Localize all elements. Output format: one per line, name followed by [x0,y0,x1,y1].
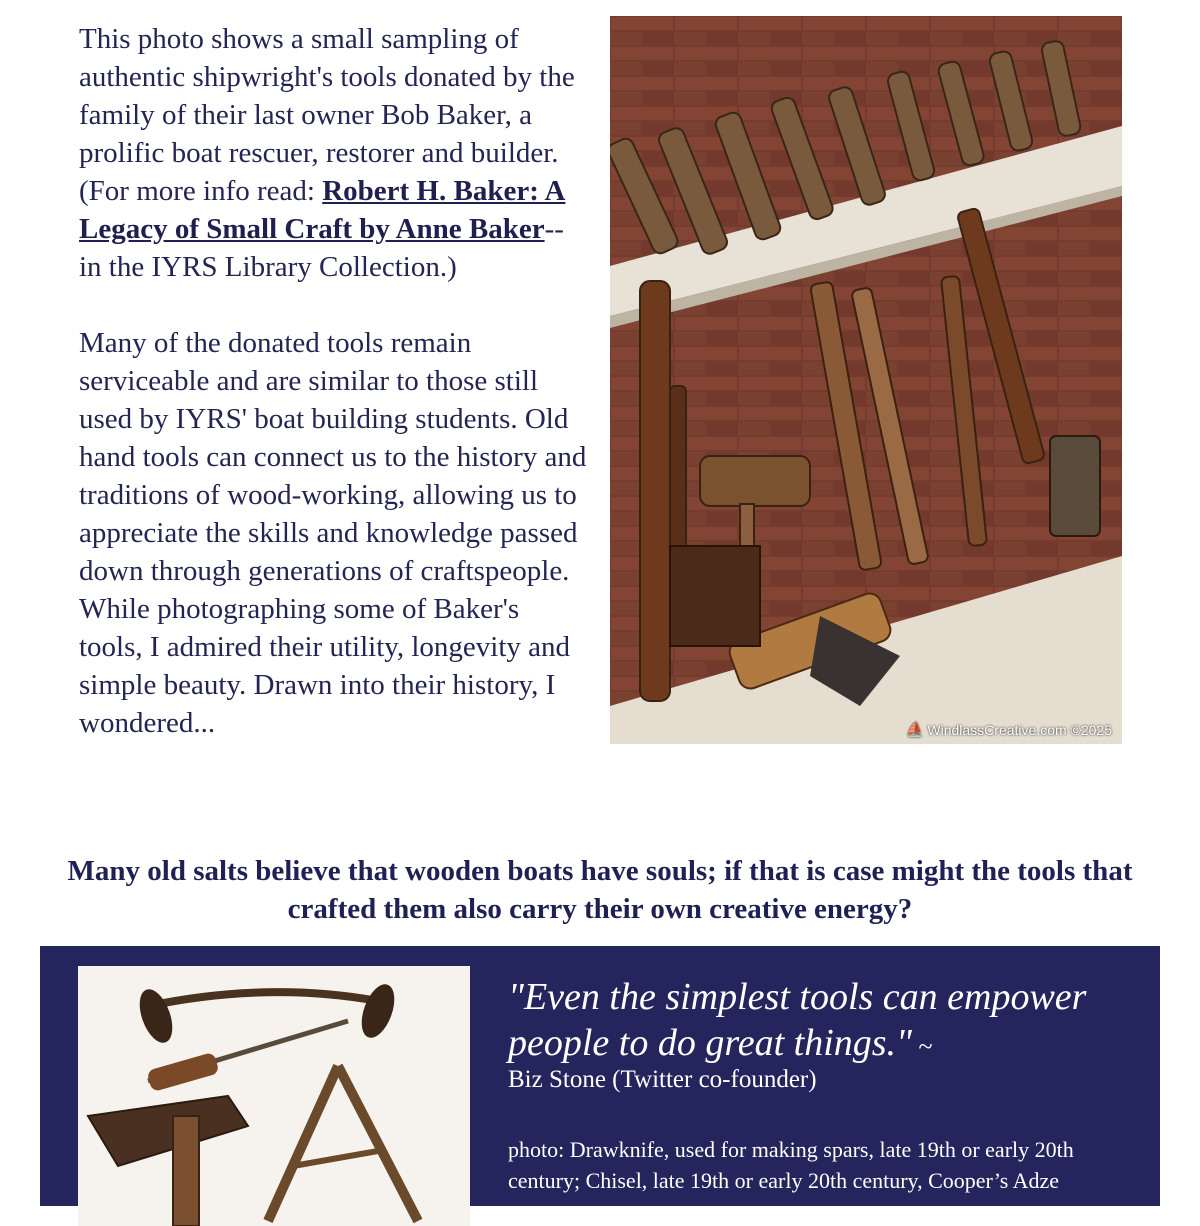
quote-tilde: ~ [912,1032,933,1061]
sailboat-icon: ⛵ [905,721,924,737]
shelf-tools-illustration [610,16,1122,744]
shelf-tools-photo [610,16,1122,744]
photo-watermark [906,721,1112,738]
intro-p1-after: -- in the IYRS Library Collection.) [79,213,564,283]
intro-p1-before: This photo shows a small sampling of authentic shipwright's tools donated by the family of their last owner Bob Baker, a prolific boat rescuer, restorer and builder. (For more info read: [79,23,575,207]
intro-paragraph-2: Many of the donated tools remain serviceable and are similar to those still used by IYRS' boat building students. Old hand tools can connect us to the history and traditions of wood-working, allowing us to appreciate the skills and knowledge passed down through generations of craftspeople. While photographing some of Baker's tools, I admired their utility, longevity and simple beauty. Drawn into their history, I wondered... [79,327,587,739]
antique-tools-illustration [78,966,470,1226]
quote-line [508,974,1128,1066]
photo-caption: photo: Drawknife, used for making spars, late 19th or early 20th century; Chisel, late 19th or early 20th century, Cooper’s Adze [508,1137,1074,1193]
quote-block [508,974,1128,1196]
baker-book-link[interactable]: Robert H. Baker: A Legacy of Small Craft by Anne Baker [79,175,566,245]
soul-question: Many old salts believe that wooden boats have souls; if that is case might the tools that crafted them also carry their own creative energy? [67,855,1133,925]
intro-text [79,20,589,742]
antique-tools-photo [78,966,470,1226]
quote-text: "Even the simplest tools can empower people to do great things." [508,976,1087,1064]
watermark-text: WindlassCreative.com ©2025 [927,721,1112,738]
quote-panel [40,946,1160,1206]
quote-attribution: Biz Stone (Twitter co-founder) [508,1066,817,1093]
intro-paragraph-1 [79,20,589,286]
